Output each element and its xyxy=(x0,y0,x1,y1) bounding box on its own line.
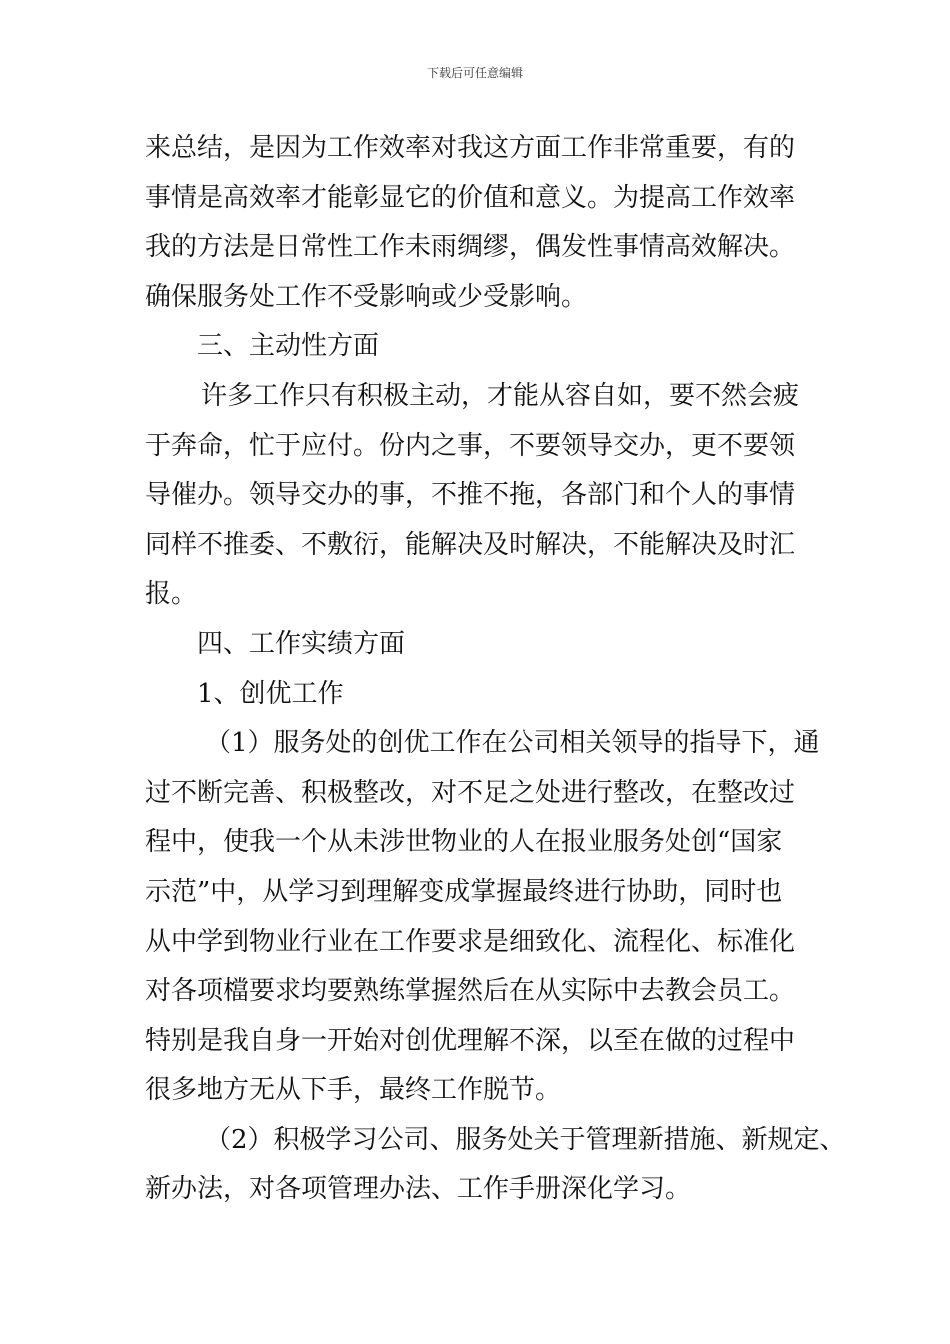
list-item: （2）积极学习公司、服务处关于管理新措施、新规定、 xyxy=(205,1124,846,1155)
body-line: 从中学到物业行业在工作要求是细致化、流程化、标准化 xyxy=(145,926,796,957)
subsection-heading: 1、创优工作 xyxy=(197,678,344,709)
body-line: 于奔命，忙于应付。份内之事，不要领导交办，更不要领 xyxy=(145,430,796,461)
section-heading-initiative: 三、主动性方面 xyxy=(197,331,380,362)
body-line: 新办法，对各项管理办法、工作手册深化学习。 xyxy=(145,1174,692,1205)
body-line: 我的方法是日常性工作未雨绸缪，偶发性事情高效解决。 xyxy=(145,232,796,263)
body-line: 同样不推委、不敷衍，能解决及时解决，不能解决及时汇 xyxy=(145,529,796,560)
document-body xyxy=(145,124,845,1215)
body-line: 程中，使我一个从未涉世物业的人在报业服务处创“国家 xyxy=(145,827,783,858)
body-line: 确保服务处工作不受影响或少受影响。 xyxy=(145,281,588,312)
body-line: 事情是高效率才能彰显它的价值和意义。为提高工作效率 xyxy=(145,182,796,213)
list-item: （1）服务处的创优工作在公司相关领导的指导下，通 xyxy=(205,728,820,759)
body-line: 对各项檔要求均要熟练掌握然后在从实际中去教会员工。 xyxy=(145,976,796,1007)
body-line: 过不断完善、积极整改，对不足之处进行整改，在整改过 xyxy=(145,777,796,808)
section-heading-performance: 四、工作实绩方面 xyxy=(197,628,406,659)
body-line: 导催办。领导交办的事，不推不拖，各部门和个人的事情 xyxy=(145,480,796,511)
body-line: 特别是我自身一开始对创优理解不深，以至在做的过程中 xyxy=(145,1025,796,1056)
body-line: 许多工作只有积极主动，才能从容自如，要不然会疲 xyxy=(201,380,800,411)
page-header: 下载后可任意编辑 xyxy=(426,66,523,80)
body-line: 示范”中，从学习到理解变成掌握最终进行协助，同时也 xyxy=(145,876,783,907)
body-line: 报。 xyxy=(145,579,198,610)
body-line: 很多地方无从下手，最终工作脱节。 xyxy=(145,1075,562,1106)
body-line: 来总结，是因为工作效率对我这方面工作非常重要，有的 xyxy=(145,133,796,163)
